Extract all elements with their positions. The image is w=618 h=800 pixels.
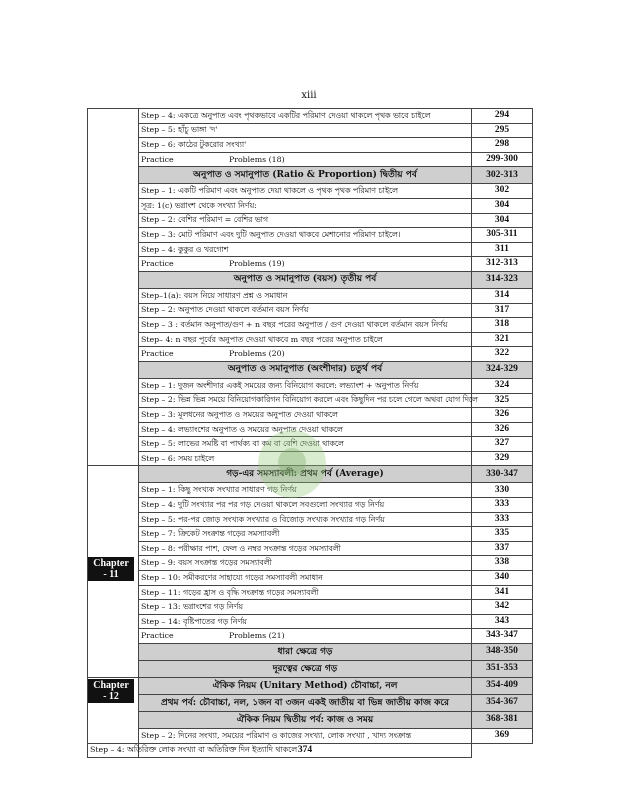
page-ref: 324 [472,378,533,393]
toc-row [88,288,533,303]
step-title: Step – 1: কিছু সংখ্যক সংখ্যার সাধারণ গড় নির্ণয় [139,483,472,498]
toc-row [88,408,533,423]
toc-row [88,347,533,362]
page-ref: 299-300 [472,152,533,167]
practice-entry [139,152,472,167]
chapter-badge-line: - 11 [103,569,119,581]
practice-label: Practice [141,631,174,641]
toc-row [88,152,533,167]
section-heading-row [88,661,533,678]
watermark-seal-icon [258,430,326,498]
page-ref: 314-323 [472,271,533,288]
page-ref: 330 [472,483,533,498]
table-of-contents [87,108,533,758]
practice-problems: Problems (20) [229,349,285,359]
page-ref: 335 [472,527,533,542]
page-ref: 325 [472,393,533,408]
step-title: Step – 5: পর-পর জোড় সংখ্যক সংখ্যার ও বিজোড় সংখ্যক সংখ্যার গড় নির্ণয় [139,512,472,527]
step-title: Step – 13: ভগ্নাংশের গড় নির্ণয় [139,600,472,615]
page-ref: 337 [472,541,533,556]
toc-row [88,228,533,243]
practice-entry [139,629,472,644]
step-title: Step – 4: অতিরিক্ত লোক সংখ্যা বা অতিরিক্ত দিন ইত্যাদি থাকলে [88,743,139,758]
chapter-column [88,109,139,466]
step-title: Step – 6: সময় চাইলে [139,451,472,466]
step-title: Step – 4: একত্রে অনুপাত এবং পৃথকভাবে একটির পরিমাণ দেওয়া থাকলে পৃথক ভাবে চাইলে [139,109,472,124]
practice-problems: Problems (18) [229,154,285,164]
page-ref: 374 [139,743,472,758]
step-title: Step – 3: মূলধনের অনুপাত ও সময়ের অনুপাত দেওয়া থাকলে [139,408,472,423]
chapter-12-badge [88,679,134,703]
practice-problems: Problems (19) [229,259,285,269]
section-title: দূরত্বের ক্ষেত্রে গড় [139,661,472,678]
page-ref: 333 [472,498,533,513]
toc-row [88,257,533,272]
page-ref: 302-313 [472,167,533,184]
page-ref: 342 [472,600,533,615]
page-ref: 354-367 [472,695,533,712]
section-title: ঐকিক নিয়ম (Unitary Method) চৌবাচ্চা, নল [139,678,472,695]
toc-row [88,498,533,513]
page-ref: 368-381 [472,712,533,729]
toc-row [88,213,533,228]
toc-row [88,123,533,138]
chapter-column [88,466,139,678]
page-ref: 338 [472,556,533,571]
toc-row [88,556,533,571]
practice-problems: Problems (21) [229,631,285,641]
page-ref: 304 [472,198,533,213]
section-heading-row [88,695,533,712]
step-title: Step – 1: একটি পরিমাণ এবং অনুপাত দেয়া থাকলে ও পৃথক পৃথক পরিমাণ চাইলে [139,184,472,199]
page-ref: 343-347 [472,629,533,644]
toc-row [88,198,533,213]
step-title: সূত্র: 1(c) ভগ্নাংশ থেকে সংখ্যা নির্ণয়: [139,198,472,213]
step-title: Step– 4: n বছর পূর্বের অনুপাত দেওয়া থাকবে m বছর পরের অনুপাত চাইলে [139,332,472,347]
chapter-column [88,678,139,744]
section-heading-row [88,644,533,661]
section-title: অনুপাত ও সমানুপাত (অংশীদার) চতুর্থ পর্ব [139,361,472,378]
toc-row [88,571,533,586]
toc-row [88,303,533,318]
section-title: প্রথম পর্ব: চৌবাচ্চা, নল, ১জন বা ৩জন একই জাতীয় বা ভিন্ন জাতীয় কাজ করে [139,695,472,712]
practice-label: Practice [141,154,174,164]
page-ref: 294 [472,109,533,124]
page-ref: 354-409 [472,678,533,695]
step-title: Step – 14: বৃষ্টিপাতের গড় নির্ণয় [139,614,472,629]
page-ref: 318 [472,318,533,333]
chapter-badge-line: Chapter [93,680,129,691]
page-ref: 305-311 [472,228,533,243]
page-number: xiii [301,90,317,101]
practice-label: Practice [141,259,174,269]
step-title: Step – 7: ক্রিকেট সংক্রান্ত গড়ের সমস্যাবলী [139,527,472,542]
step-title: Step – 5: লাভের সমষ্টি বা পার্থক্য বা কম বা বেশি দেওয়া থাকলে [139,437,472,452]
page-ref: 340 [472,571,533,586]
page-ref: 369 [472,729,533,744]
step-title: Step – 2: দিনের সংখ্যা, সময়ের পরিমাণ ও কাজের সংখ্যা, লোক সংখ্যা , খাদ্য সংক্রান্ত [139,729,472,744]
step-title: Step – 5: হাঁচু ভাঙ্গা 'দ' [139,123,472,138]
step-title: Step – 2: অনুপাত দেওয়া থাকলে বর্তমান বয়স নির্ণয় [139,303,472,318]
page-ref: 327 [472,437,533,452]
step-title: Step – 3: মোট পরিমাণ এবং দুটি অনুপাত দেওয়া থাকবে মেশানোর পরিমাণ চাইলে। [139,228,472,243]
section-heading-row [88,271,533,288]
step-title: Step – 1: দুজন অংশীদার একই সময়ের জন্য বিনিয়োগ করলে: লভ্যাংশ + অনুপাত নির্ণয় [139,378,472,393]
section-title: গড়-এর সমস্যাবলী: প্রথম পর্ব (Average) [139,466,472,483]
section-heading-row [88,712,533,729]
page-ref: 295 [472,123,533,138]
practice-entry [139,347,472,362]
toc-row [88,743,533,758]
page-ref: 326 [472,408,533,423]
page-ref: 348-350 [472,644,533,661]
page-ref: 329 [472,451,533,466]
toc-row [88,393,533,408]
toc-row [88,332,533,347]
step-title: Step – 4: লভ্যাংশের অনুপাত ও সময়ের অনুপাত দেওয়া থাকলে [139,422,472,437]
page-ref: 341 [472,585,533,600]
step-title: Step – 2: ভিন্ন ভিন্ন সময়ে বিনিয়োগকারিগন বিনিয়োগ করলে এবং কিছুদিন পর চলে গেলে অথবা যোগ দিলে [139,393,472,408]
toc-row [88,614,533,629]
chapter-badge-line: Chapter [93,558,129,570]
practice-label: Practice [141,349,174,359]
chapter-badge-line: - 12 [103,691,119,702]
page-ref: 330-347 [472,466,533,483]
page-ref: 314 [472,288,533,303]
toc-row [88,629,533,644]
page-ref: 317 [472,303,533,318]
section-title: ঐকিক নিয়ম দ্বিতীয় পর্ব: কাজ ও সময় [139,712,472,729]
toc-row [88,109,533,124]
step-title: Step – 6: কাঠের টুকরোর সংখ্যা' [139,138,472,153]
toc-row [88,318,533,333]
page-ref: 311 [472,242,533,257]
chapter-11-badge [88,557,134,581]
page-ref: 326 [472,422,533,437]
page-ref: 343 [472,614,533,629]
toc-row [88,585,533,600]
step-title: Step – 10: সমীকরণের সাহায্যে গড়ের সমস্যাবলী সমাধান [139,571,472,586]
page-ref: 333 [472,512,533,527]
page-ref: 321 [472,332,533,347]
toc-row [88,184,533,199]
section-title: অনুপাত ও সমানুপাত (Ratio & Proportion) দ্বিতীয় পর্ব [139,167,472,184]
toc-row [88,600,533,615]
page-ref: 312-313 [472,257,533,272]
step-title: Step – 3 : বর্তমান অনুপাত/গুণ + n বছর পরের অনুপাত / গুণ দেওয়া থাকলে বর্তমান বয়স নির্ণয় [139,318,472,333]
section-heading-row [88,167,533,184]
section-heading-row [88,678,533,695]
step-title: Step – 9: বয়স সংক্রান্ত গড়ের সমস্যাবলী [139,556,472,571]
toc-row [88,527,533,542]
practice-entry [139,257,472,272]
toc-row [88,541,533,556]
step-title: Step – 4: দুটি সংখ্যার পর পর গড় দেওয়া থাকলে সবগুলো সংখ্যার গড় নির্ণয় [139,498,472,513]
toc-row [88,729,533,744]
page-ref: 324-329 [472,361,533,378]
page-ref: 304 [472,213,533,228]
step-title: Step – 4: কুকুর ও খরগোশ [139,242,472,257]
section-title: ধারা ক্ষেত্রে গড় [139,644,472,661]
toc-row [88,378,533,393]
step-title: Step – 8: পরীক্ষার পাশ, ফেল ও নম্বর সংক্রান্ত গড়ের সমস্যাবলী [139,541,472,556]
step-title: Step – 11: গড়ের হ্রাস ও বৃদ্ধি সংক্রান্ত গড়ের সমস্যাবলী [139,585,472,600]
section-heading-row [88,361,533,378]
page-ref: 351-353 [472,661,533,678]
section-title: অনুপাত ও সমানুপাত (বয়স) তৃতীয় পর্ব [139,271,472,288]
toc-row [88,512,533,527]
page-ref: 302 [472,184,533,199]
toc-row [88,138,533,153]
toc-row [88,242,533,257]
step-title: Step – 2: বেশির পরিমাণ = বেশির ভাগ [139,213,472,228]
page-ref: 322 [472,347,533,362]
page-ref: 298 [472,138,533,153]
step-title: Step–1(a): বয়স নিয়ে সাধারণ প্রশ্ন ও সমাধান [139,288,472,303]
